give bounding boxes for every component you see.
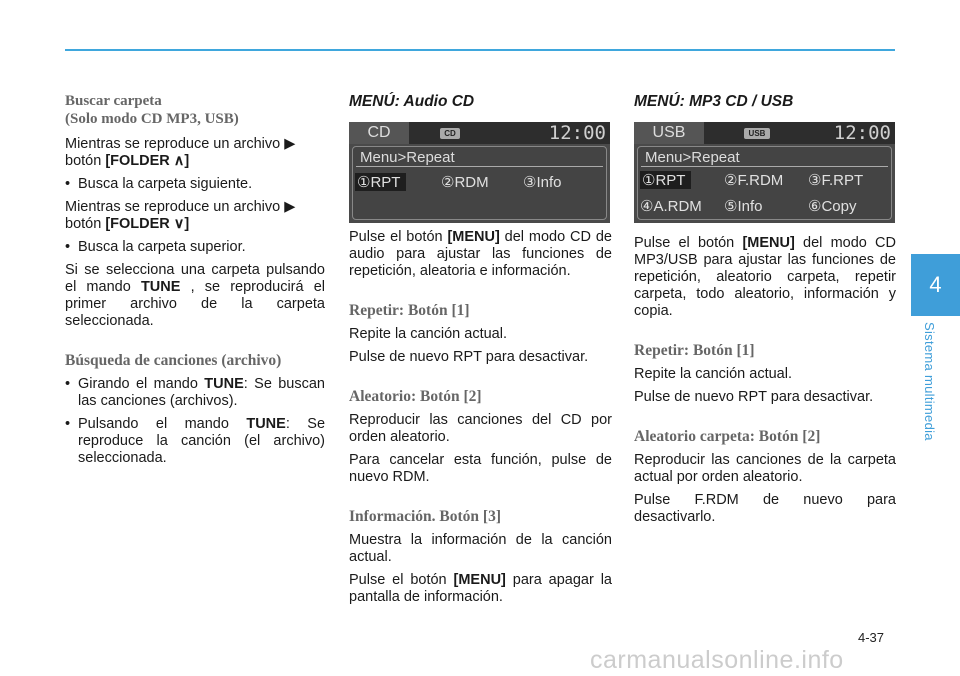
- top-rule: [65, 49, 895, 51]
- option-copy: ⑥Copy: [808, 198, 857, 215]
- screen-clock: 12:00: [548, 122, 606, 144]
- screen-menu-path: Menu>Repeat: [645, 149, 740, 166]
- cd-badge-icon: CD: [440, 128, 460, 139]
- paragraph-folder-up: Mientras se reproduce un archivo ▶ botón [FOLDER ∧]: [65, 136, 296, 169]
- title-menu-audio-cd: MENÚ: Audio CD: [349, 93, 475, 110]
- chapter-title: Sistema multimedia: [922, 322, 937, 441]
- paragraph: Pulse de nuevo RPT para desactivar.: [634, 389, 874, 405]
- paragraph: Repite la canción actual.: [349, 326, 507, 342]
- folder-up-key: [FOLDER ∧]: [105, 153, 190, 169]
- chapter-number: 4: [929, 272, 942, 297]
- list-item: • Girando el mando TUNE: Se buscan las canciones (archivos).: [65, 376, 325, 409]
- heading-line2: (Solo modo CD MP3, USB): [65, 111, 239, 127]
- option-f-rpt: ③F.RPT: [808, 172, 864, 189]
- option-rpt: ①RPT: [355, 173, 406, 191]
- paragraph: Pulse de nuevo RPT para desactivar.: [349, 349, 589, 365]
- heading-folder-search: [65, 92, 325, 128]
- list-item: • Busca la carpeta superior.: [65, 239, 246, 255]
- list-item: • Pulsando el mando TUNE: Se reproduce la canción (el archivo) seleccionada.: [65, 416, 326, 466]
- heading-song-search: Búsqueda de canciones (archivo): [65, 352, 282, 369]
- paragraph: Reproducir las canciones del CD por orden aleatorio.: [349, 412, 612, 445]
- watermark: carmanualsonline.info: [590, 646, 844, 674]
- paragraph: Para cancelar esta función, pulse de nuevo RDM.: [349, 452, 612, 485]
- usb-menu-screen: [634, 122, 895, 223]
- column-menu-audio-cd: [349, 92, 612, 612]
- heading-repeat: Repetir: Botón [1]: [349, 302, 470, 319]
- cd-menu-screen: [349, 122, 610, 223]
- paragraph: Muestra la información de la canción actual.: [349, 532, 612, 565]
- column-folder-search: [65, 92, 325, 473]
- screen-source-label: USB: [634, 122, 704, 144]
- paragraph: Pulse el botón [MENU] para apagar la pantalla de información.: [349, 572, 612, 605]
- page-number: 4-37: [858, 630, 885, 645]
- list-item: • Busca la carpeta siguiente.: [65, 176, 253, 192]
- paragraph-tune-folder: Si se selecciona una carpeta pulsando el mando TUNE , se reproducirá el primer archivo de la carpeta seleccionada.: [65, 262, 325, 329]
- paragraph: Repite la canción actual.: [634, 366, 792, 382]
- option-rdm: ②RDM: [441, 174, 489, 191]
- paragraph-intro: Pulse el botón [MENU] del modo CD MP3/USB para ajustar las funciones de repetición, aleatorio carpeta, repetir carpeta, todo aleatorio, información y copia.: [634, 235, 896, 319]
- folder-down-key: [FOLDER ∨]: [105, 216, 190, 232]
- paragraph-intro: Pulse el botón [MENU] del modo CD de audio para ajustar las funciones de repetición, aleatoria e información.: [349, 229, 612, 279]
- heading-repeat: Repetir: Botón [1]: [634, 342, 755, 359]
- option-rpt: ①RPT: [640, 171, 691, 189]
- paragraph: Pulse F.RDM de nuevo para desactivarlo.: [634, 492, 896, 525]
- heading-info: Información. Botón [3]: [349, 508, 501, 525]
- screen-source-label: CD: [349, 122, 409, 144]
- heading-folder-random: Aleatorio carpeta: Botón [2]: [634, 428, 821, 445]
- title-menu-mp3-usb: MENÚ: MP3 CD / USB: [634, 93, 794, 110]
- usb-badge-icon: USB: [744, 128, 770, 139]
- heading-line1: Buscar carpeta: [65, 93, 162, 109]
- option-info: ⑤Info: [724, 198, 763, 215]
- heading-random: Aleatorio: Botón [2]: [349, 388, 482, 405]
- paragraph-folder-down: Mientras se reproduce un archivo ▶ botón [FOLDER ∨]: [65, 199, 296, 232]
- chapter-tab: [911, 254, 960, 316]
- screen-menu-path: Menu>Repeat: [360, 149, 455, 166]
- screen-clock: 12:00: [833, 122, 891, 144]
- option-info: ③Info: [523, 174, 562, 191]
- option-f-rdm: ②F.RDM: [724, 172, 784, 189]
- option-a-rdm: ④A.RDM: [640, 198, 702, 215]
- paragraph: Reproducir las canciones de la carpeta actual por orden aleatorio.: [634, 452, 896, 485]
- column-menu-mp3-usb: [634, 92, 896, 532]
- chapter-side-label: [922, 322, 942, 462]
